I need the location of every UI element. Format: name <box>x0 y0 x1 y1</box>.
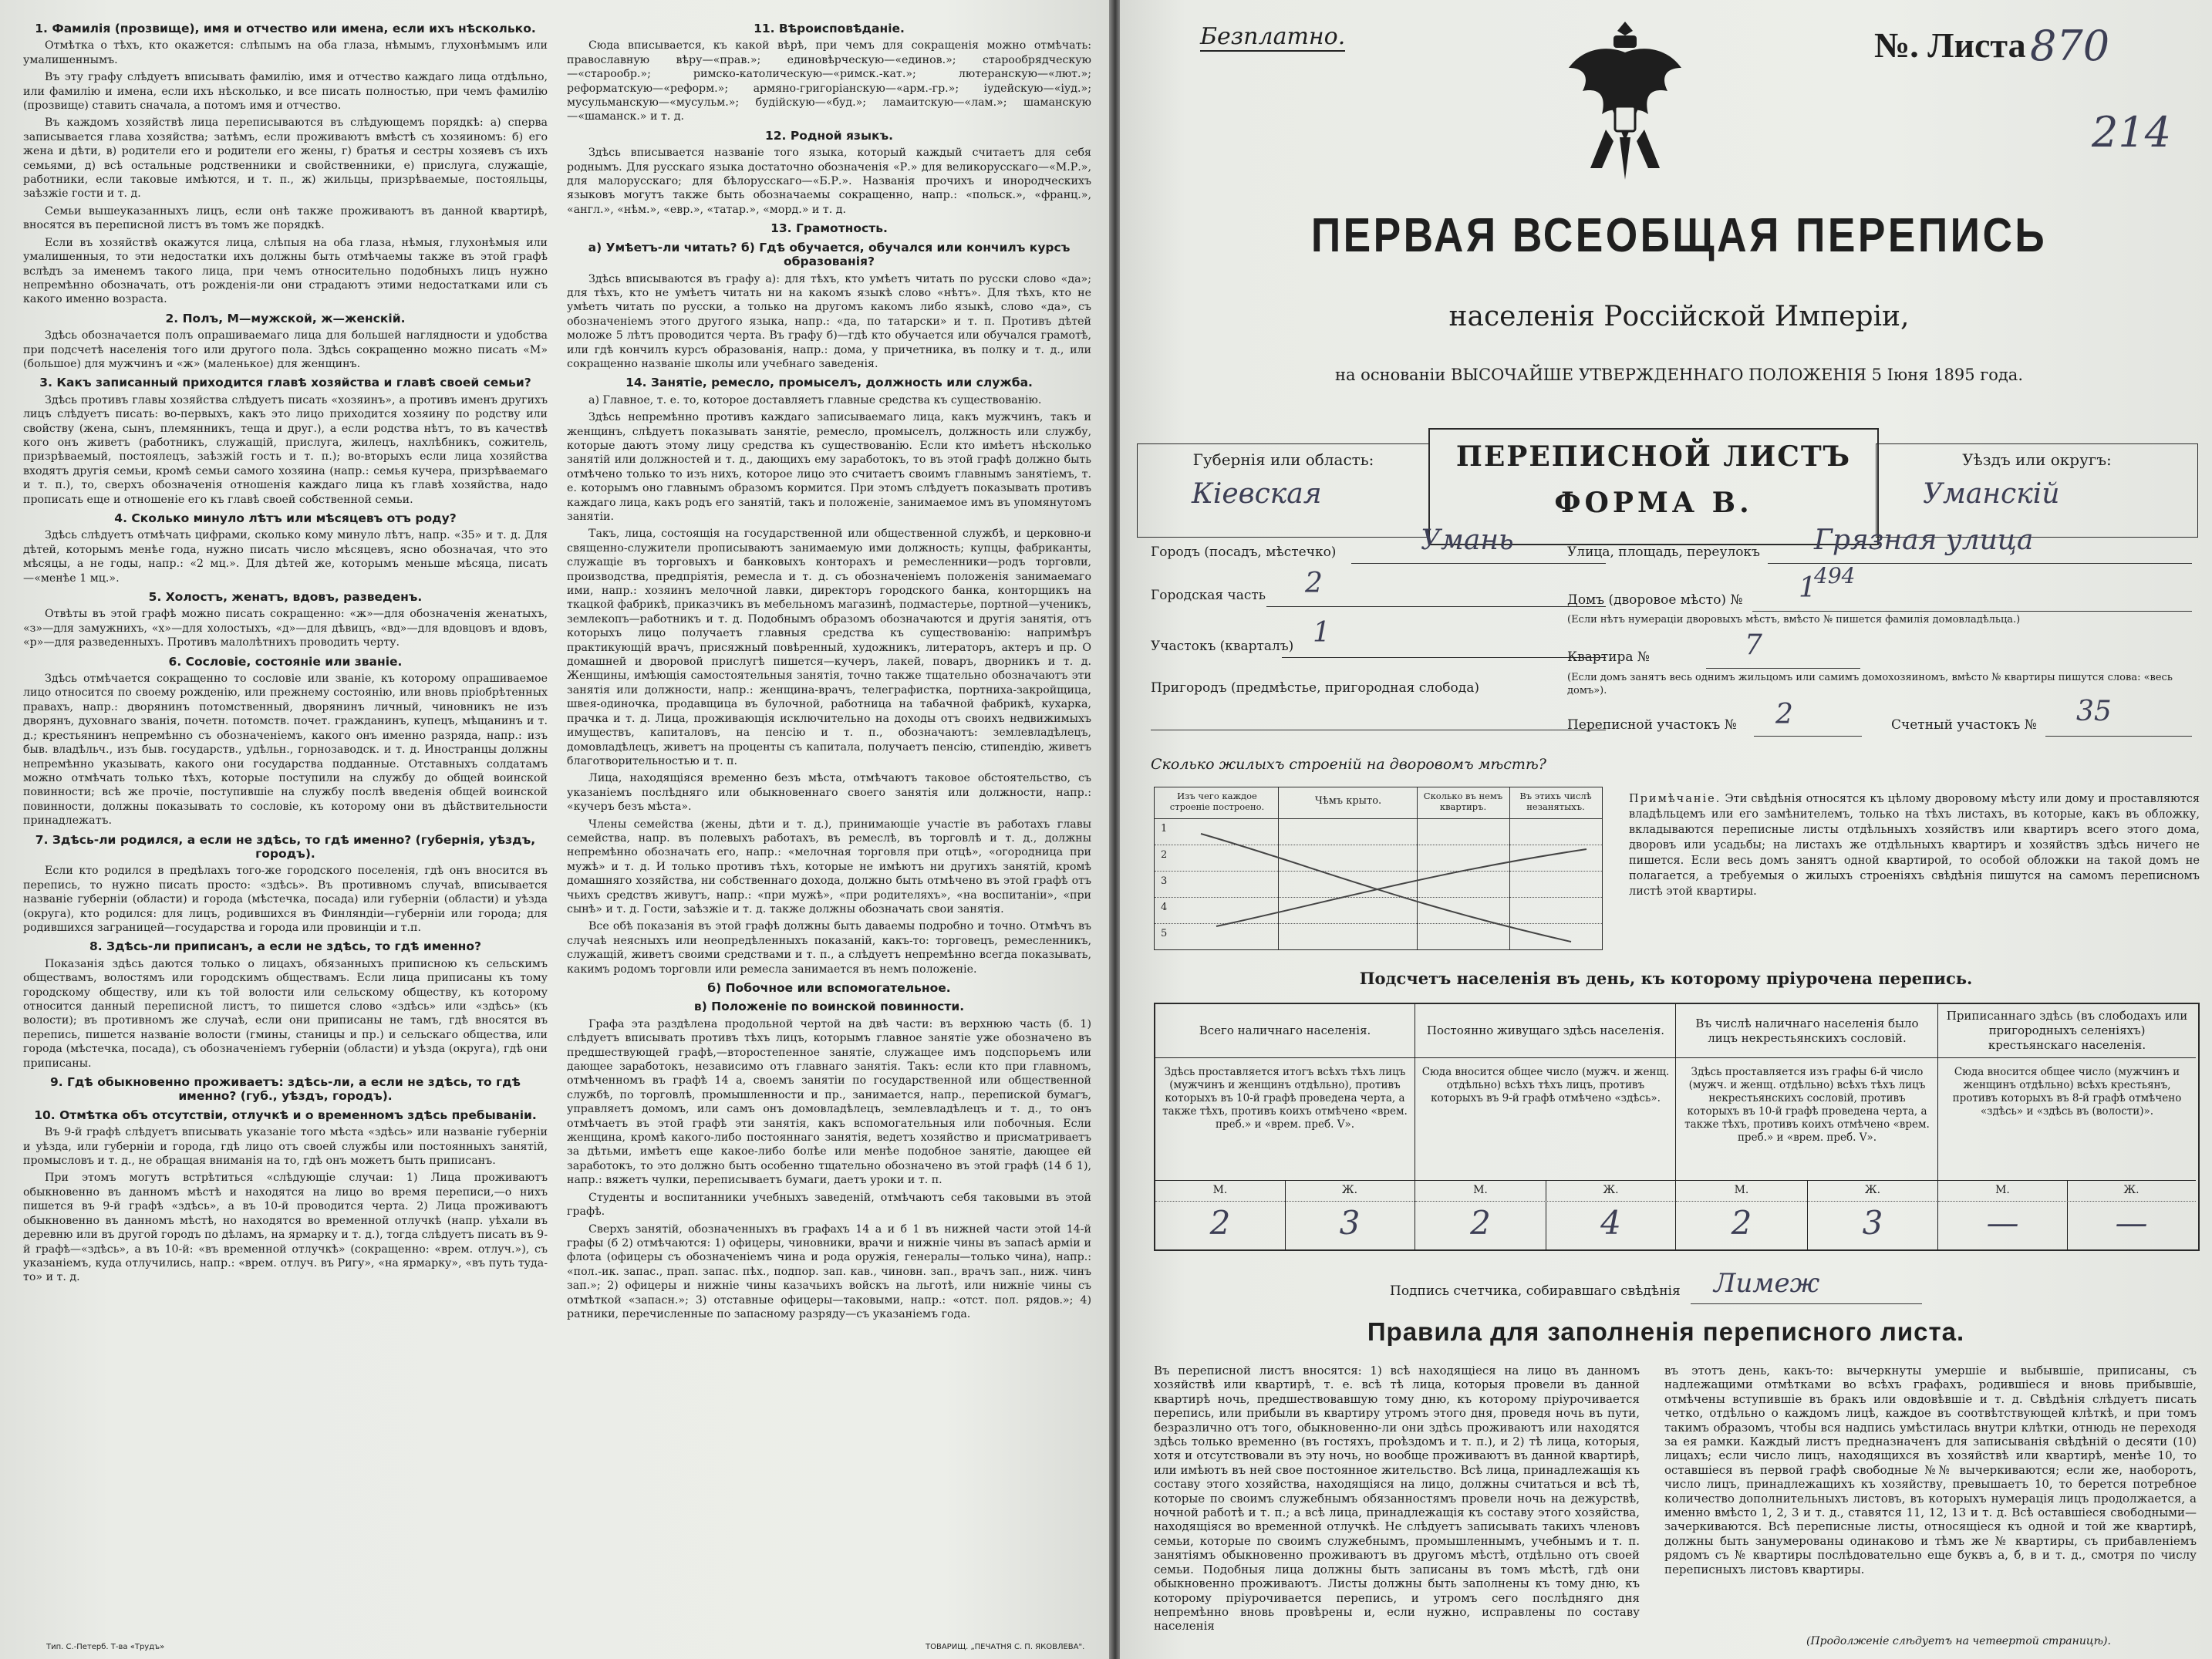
female-count: 3 <box>1339 1204 1361 1242</box>
male-label: М. <box>1212 1184 1228 1196</box>
instruction-paragraph: Отмѣтка о тѣхъ, кто окажется: слѣпымъ на оба глаза, нѣмымъ, глухонѣмымъ или умалишеннымъ. <box>23 39 548 66</box>
instruction-paragraph: Здѣсь противъ главы хозяйства слѣдуетъ писать «хозяинъ», а противъ именъ другихъ лицъ слѣдуетъ писать: во-первыхъ, какъ это лицо приходится хозяину по родству или свойству (жена, сынъ, племянникъ, теща и друг.), а если родства нѣтъ, то въ качествѣ кого онъ живетъ (работникъ, служащій, прислуга, жилецъ, нахлѣбникъ, сожитель, призрѣваемый, постоялецъ, заѣзжій гость и т. п.); во-вторыхъ если лица хозяйства входятъ другія семьи, кромѣ семьи самого хозяина (напр.: семья кучера, призрѣваемаго и т. п.), то, сверхъ обозначенія отношенія каждаго лица къ главѣ хозяйства, надо прописать еще и отношеніе его къ главѣ своей собственной семьи. <box>23 393 548 506</box>
female-count: — <box>2115 1204 2148 1242</box>
imprint-right: ТОВАРИЩ. „ПЕЧАТНЯ С. П. ЯКОВЛЕВА". <box>926 1643 1085 1651</box>
female-label: Ж. <box>1603 1184 1619 1196</box>
instruction-paragraph: Въ 9-й графѣ слѣдуетъ вписывать указаніе того мѣста «здѣсь» или названіе губерніи и уѣзда, или губерніи и города, гдѣ лицо отъ своей службы или постоянныхъ занятій, промысловъ и т. д., не обращая вниманія на то, гдѣ онъ можетъ быть приписанъ. <box>23 1126 548 1168</box>
section-heading: 8. Здѣсь-ли приписанъ, а если не здѣсь, то гдѣ именно? <box>89 939 482 954</box>
female-label: Ж. <box>1864 1184 1881 1196</box>
instruction-paragraph: Показанія здѣсь даются только о лицахъ, обязанныхъ приписною къ сельскимъ обществамъ, волостямъ или городскимъ обществамъ. Если лица приписаны къ тому городскому обществу, или къ той волости или сельскому обществу, къ которому относится данный переписной листъ, то пишется слово «здѣсь» или «здѣсь» (къ волости); въ противномъ же случаѣ, если они приписаны не тамъ, гдѣ вносятся въ перепись, пишется названіе волости (гмины, станицы и пр.) и сельскаго общества, или города (мѣстечка, посада), съ обозначеніемъ губерніи (области) и уѣзда (округа), гдѣ они приписаны. <box>23 957 548 1070</box>
male-label: М. <box>1734 1184 1749 1196</box>
instruction-paragraph: Здѣсь слѣдуетъ отмѣчать цифрами, сколько кому минуло лѣтъ, напр. «35» и т. д. Для дѣтей, которымъ менѣе года, нужно писать число мѣсяцевъ, ясно обозначая, что это мѣсяцы, а не годы, напр.: «2 мц.». Для дѣтей же, которымъ меньше мѣсяца, писать—«менѣе 1 мц.». <box>23 529 548 585</box>
section-heading: 2. Полъ, М—мужской, ж—женскій. <box>165 311 406 325</box>
section-heading: 11. Вѣроисповѣданіе. <box>754 22 905 35</box>
male-label: М. <box>1473 1184 1488 1196</box>
apartment-line <box>1706 668 1860 669</box>
sheet-number-label: №. Листа <box>1874 25 2026 65</box>
imprint-left: Тип. С.-Петерб. Т-ва «Трудъ» <box>46 1643 165 1651</box>
section-heading: 14. Занятіе, ремесло, промыселъ, должность или служба. <box>625 376 1033 390</box>
precinct-label: Участокъ (кварталъ) <box>1151 639 1294 654</box>
instruction-paragraph: Здѣсь отмѣчается сокращенно то сословіе или званіе, къ которому опрашиваемое лицо относится по своему рожденію, или прежнему состоянію, или вновь пріобрѣтенных правахъ, напр.: дворянинъ потомственный, дворянинъ личный, чиновникъ не изъ дворянъ, духовнаго званія, почетн. потомств. почет. гражданинъ, купецъ, мѣщанинъ и т. д.; крестьянинъ непремѣнно съ обозначеніемъ, какого онъ именно разряда, напр.: изъ быв. владѣльч., изъ быв. государств., удѣльн., горнозаводск. и т. д. Иностранцы должны непремѣнно указывать, какого они государства подданные. Отставныхъ солдатамъ можно отмѣчать только тѣхъ, которые поступили на службу до общей воинской повинности; всѣ же прочіе, поступившіе на службу послѣ введенія общей воинской повинности, должны показывать то сословіе, къ которому они въ дѣйствительности принадлежатъ. <box>23 673 548 828</box>
instruction-paragraph: Въ эту графу слѣдуетъ вписывать фамилію, имя и отчество каждаго лица отдѣльно, или фамилію и имена, если ихъ нѣсколько, и все писать полностью, при чемъ фамилію (прозвище) ставить сначала, а потомъ имя и отчество. <box>23 71 548 113</box>
section-heading: 7. Здѣсь-ли родился, а если не здѣсь, то гдѣ именно? (губернія, уѣздъ, городъ). <box>35 832 536 861</box>
rules-right: въ этотъ день, какъ-то: вычеркнуты умершіе и выбывшіе, приписаны, съ надлежащими отмѣтками во всѣхъ графахъ, родившіеся и вновь прибывшіе, отмѣчены вступившіе въ бракъ или овдовѣвшіе и т. д. Свѣдѣнія слѣдуетъ писать четко, отдѣльно о каждомъ лицѣ, каждое въ соотвѣтствующей клѣткѣ, и при томъ такимъ образомъ, чтобы вся надпись умѣстилась внутри клѣтки, отнюдь не переходя за ея рамки. Каждый листъ предназначенъ для записыванія свѣдѣній о десяти (10) лицахъ; если число лицъ, находящихся въ хозяйствѣ или квартирѣ, менѣе 10, то оставшіеся въ первой графѣ свободные №№ вычеркиваются; если же, наоборотъ, число лицъ, принадлежащихъ къ хозяйству, превышаетъ 10, то берется потребное количество дополнительныхъ листовъ, въ которыхъ нумерація лицъ продолжается, а именно вмѣсто 1, 2, 3 и т. д., ставятся 11, 12, 13 и т. д. Всѣ оставшіеся свободными—зачеркиваются. Всѣ переписные листы, относящіеся къ одной и той же квартирѣ, должны быть занумерованы одинаково и тѣмъ же № квартиры, съ прибавленіемъ рядомъ съ № квартиры послѣдовательно еще буквъ а, б, в и т. д., смотря по числу переписныхъ листовъ квартиры. <box>1664 1364 2197 1576</box>
census-basis: на основаніи ВЫСОЧАЙШЕ УТВЕРЖДЕННАГО ПОЛОЖЕНІЯ 5 Іюня 1895 года. <box>1334 366 2024 384</box>
sheet-number-alt: 214 <box>2092 108 2172 157</box>
signature-label: Подпись счетчика, собиравшаго свѣдѣнія <box>1390 1283 1681 1299</box>
precinct-line <box>1282 657 1606 658</box>
instruction-paragraph: Лица, находящіяся временно безъ мѣста, отмѣчаютъ таковое обстоятельство, съ указаніемъ послѣдняго или обыкновеннаго своего занятія или должности, напр.: «кучеръ безъ мѣста». <box>567 772 1091 814</box>
census-subtitle: населенія Россійской Имперіи, <box>1448 301 1910 332</box>
female-count: 4 <box>1600 1204 1621 1242</box>
instructions-column-2 <box>567 17 1091 1324</box>
signature-value: Лимеж <box>1714 1268 1820 1299</box>
count-column-instruction: Сюда вносится общее число (мужч. и женщ. отдѣльно) всѣхъ тѣхъ лицъ, противъ которыхъ въ 9-й графѣ отмѣчено «здѣсь». <box>1421 1066 1670 1104</box>
count-column-header: Всего наличнаго населенія. <box>1155 1004 1415 1058</box>
census-title: ПЕРВАЯ ВСЕОБЩАЯ ПЕРЕПИСЬ <box>1310 209 2048 262</box>
female-label: Ж. <box>2123 1184 2140 1196</box>
double-headed-eagle-icon <box>1560 14 1691 191</box>
sheet-number-value: 870 <box>2030 22 2110 70</box>
instruction-paragraph: Графа эта раздѣлена продольной чертой на двѣ части: въ верхнюю часть (б. 1) слѣдуетъ вписывать противъ тѣхъ лицъ, которымъ главное занятіе уже обозначено въ предшествующей графѣ,—второстепенное занятіе, служащее имъ подспорьемъ или дающее заработокъ, независимо отъ главнаго занятія. Такъ: если кто при главномъ, отмѣченномъ въ графѣ 14 а, своемъ занятіи по государственной или общественной службѣ, по торговлѣ, промышленности и пр., занимается, напр., перепиской бумагъ, управляетъ домомъ, или самъ онъ домовладѣлецъ, землевладѣлецъ и т. д., то онъ отмѣчаетъ въ этой графѣ эти занятія, какъ вспомогательныя или побочныя. Если женщина, кромѣ какого-либо постояннаго занятія, ведетъ хозяйство и присматриваетъ за дѣтьми, имѣетъ еще какое-либо болѣе или менѣе подобное занятіе, дающее ей заработокъ, то это должно быть особенно тщательно обозначено въ этой графѣ (14 б 1), напр.: вяжетъ чулки, переписываетъ бумаги, даетъ уроки и т. п. <box>567 1017 1091 1187</box>
street-label: Улица, площадь, переулокъ <box>1567 545 1760 560</box>
population-count-table <box>1154 1003 2200 1251</box>
apartment-value: 7 <box>1745 629 1762 661</box>
instruction-paragraph: Здѣсь непремѣнно противъ каждаго записываемаго лица, какъ мужчинъ, такъ и женщинъ, слѣдуетъ показывать занятіе, ремесло, промыселъ, должность или службу, которые даютъ этому лицу средства къ существованію. Если кто имѣетъ нѣсколько занятій или должностей и т. д., дающихъ ему заработокъ, то въ этой графѣ должно быть отмѣчено только то изъ нихъ, которое лицо это считаетъ своимъ главнымъ занятіемъ, т. е. которымъ оно главнымъ образомъ кормится. При этомъ слѣдуетъ показывать противъ каждаго лица, какъ родъ его занятій, такъ и положеніе, занимаемое имъ въ упомянутомъ занятіи. <box>567 411 1091 523</box>
count-column-header: Приписаннаго здѣсь (въ слободахъ или пригородныхъ селеніяхъ) крестьянскаго населенія. <box>1938 1004 2196 1058</box>
city-part-label: Городская часть <box>1151 588 1266 603</box>
form-title: ФОРМА В. <box>1554 487 1753 519</box>
section-heading: 3. Какъ записанный приходится главѣ хозяйства и главѣ своей семьи? <box>39 376 531 390</box>
city-value: Умань <box>1421 524 1514 556</box>
instruction-paragraph: Все обѣ показанія въ этой графѣ должны быть даваемы подробно и точно. Отмѣчъ въ случаѣ неясныхъ или неопредѣленныхъ показаній, какъ-то: торговецъ, ремесленникъ, служащій, живетъ своими средствами и т. п., а слѣдуетъ непремѣнно всегда показывать, какимъ родомъ торговли или ремесла занимается въ немъ положеніе. <box>567 920 1091 976</box>
count-area-value: 35 <box>2076 696 2112 727</box>
section-heading: а) Умѣетъ-ли читать? б) Гдѣ обучается, обучался или кончилъ курсъ образованія? <box>588 240 1071 269</box>
bld-row-1: 1 <box>1161 823 1168 835</box>
buildings-question: Сколько жилыхъ строеній на дворовомъ мѣстѣ? <box>1151 756 1546 773</box>
section-heading: 13. Грамотность. <box>770 221 888 236</box>
instruction-paragraph: Если въ хозяйствѣ окажутся лица, слѣпыя на оба глаза, нѣмыя, глухонѣмыя или умалишенныя, то эти недостатки ихъ должны быть отмѣчаемы также въ этой графѣ вслѣдъ за именемъ такого лица, при чемъ относительно подобныхъ лицъ нужно непремѣнно обозначать, отъ рожденія-ли они страдаютъ этими недостатками или съ какого именно возраста. <box>23 236 548 306</box>
note-text: Эти свѣдѣнія относятся къ цѣлому дворовому мѣсту или дому и проставляются владѣльцемъ или его замѣнителемъ, только на тѣхъ листахъ, въ которые, какъ въ обложку, вкладываются переписные листы отдѣльныхъ хозяйствъ или квартиръ всего этого дома, дворовъ или усадьбы; на листахъ же отдѣльныхъ квартиръ и хозяйствъ здѣсь ничего не пишется. Если весь домъ занятъ одной квартирой, то особой обложки на такой домъ не полагается, а требуемыя о жилыхъ строеніяхъ свѣдѣнія пишутся на самомъ переписномъ листѣ этой квартиры. <box>1629 793 2200 898</box>
section-heading: 1. Фамилія (прозвище), имя и отчество или имена, если ихъ нѣсколько. <box>35 22 536 35</box>
section-heading: в) Положеніе по воинской повинности. <box>693 1000 965 1014</box>
section-heading: 6. Сословіе, состояніе или званіе. <box>168 654 403 669</box>
house-value-alt: 494 <box>1814 563 1856 588</box>
count-column <box>1675 1004 1938 1249</box>
count-area-line <box>2045 736 2192 737</box>
male-count: — <box>1986 1204 2019 1242</box>
instruction-paragraph: Сверхъ занятій, обозначенныхъ въ графахъ 14 а и б 1 въ нижней части этой 14-й графы (б 2) отмѣчаются: 1) офицеры, чиновники, врачи и нижніе чины въ запасѣ арміи и флота (офицеры съ обозначеніемъ чина и рода оружія, генералы—только чина), напр.: «пол.-ик. запас., прап. запас. пѣх., подпор. зап. кав., чиновн. зап., врачъ зап., ниж. чинъ зап.»; 2) офицеры и нижніе чины казачьихъ войскъ на льготѣ, или нижніе чины съ отмѣткой «запасн.»; 3) отставные офицеры—таковыми, напр.: «отст. пол. рядов.»; 4) ратники, перечисленные по запасному разряду—съ указаніемъ года. <box>567 1222 1091 1320</box>
precinct-value: 1 <box>1313 617 1330 649</box>
house-label: Домъ (дворовое мѣсто) № <box>1567 592 1743 608</box>
buildings-table <box>1154 787 1603 950</box>
apartment-note: (Если домъ занятъ весь однимъ жильцомъ или самимъ домохозяиномъ, вмѣсто № квартиры пишутся слова: «весь домъ»). <box>1567 672 2173 696</box>
signature-line <box>1691 1303 1922 1304</box>
province-label: Губернія или область: <box>1192 450 1374 469</box>
section-heading: 10. Отмѣтка объ отсутствіи, отлучкѣ и о временномъ здѣсь пребываніи. <box>34 1108 537 1122</box>
bld-header-material: Изъ чего каждое строеніе построено. <box>1169 791 1265 812</box>
instruction-paragraph: Семьи вышеуказанныхъ лицъ, если онѣ также проживаютъ въ данной квартирѣ, вносятся въ переписной листъ въ томъ же порядкѣ. <box>23 204 548 232</box>
instruction-paragraph: Такъ, лица, состоящія на государственной или общественной службѣ, и церковно-и священно-служители прописываютъ занимаемую ими должность; купцы, фабриканты, служащіе въ торговыхъ и банковыхъ конторахъ и ремесленники—родъ торговли, производства, предпріятія, ремесла и т. д. съ обозначеніемъ положенія занимаемаго ими, напр.: хозяинъ мелочной лавки, директоръ городского банка, конторщикъ на ткацкой фабрикѣ, приказчикъ въ мебельномъ магазинѣ, подмастерье, портной—ученикъ, землекопъ—работникъ и т. д. Подобнымъ образомъ обозначаются и другія занятія, отъ которыхъ лицо получаетъ главныя средства къ существованію: напримѣръ практикующій врачъ, присяжный повѣренный, художникъ, литераторъ, актеръ и пр. О домашней и дворовой прислугѣ пишется—кучеръ, лакей, поваръ, дворникъ и т. д. Женщины, имѣющія самостоятельныя занятія, точно также тщательно обозначаютъ эти занятія или должности, напр.: женщина-врачъ, телеграфистка, портниха-закройщица, швея-одиночка, продавщица въ булочной, работница на табачной фабрикѣ, кухарка, прачка и т. д. Лица, проживающія исключительно на доходы отъ своихъ недвижимыхъ имуществъ, капиталовъ, на пенсію и т. п., обозначаютъ: землевладѣлецъ, домовладѣлецъ, живетъ на проценты съ капитала, получаетъ пенсію, стипендію, живетъ благотворительностью и т. п. <box>567 528 1091 767</box>
count-column <box>1155 1004 1415 1249</box>
province-box <box>1137 443 1430 538</box>
instruction-paragraph: Студенты и воспитанники учебныхъ заведеній, отмѣчаютъ себя таковыми въ этой графѣ. <box>567 1191 1091 1219</box>
house-line <box>1752 611 2192 612</box>
count-column-instruction: Здѣсь проставляется изъ графы 6-й число (мужч. и женщ. отдѣльно) всѣхъ тѣхъ лицъ некрестьянскихъ сословій, противъ которыхъ въ 10-й графѣ проведена черта, а также тѣхъ, противъ коихъ отмѣчено «врем. преб.» и «врем. преб. V». <box>1684 1066 1930 1144</box>
male-count: 2 <box>1470 1204 1491 1242</box>
district-box <box>1876 443 2198 538</box>
buildings-crossout <box>1155 818 1602 949</box>
instruction-paragraph: Здѣсь вписывается названіе того языка, который каждый считаетъ для себя роднымъ. Для русскаго языка достаточно обозначенія «Р.» для великорусскаго—«М.Р.», для малорусскаго; для бѣлорусскаго—«Б.Р.». Названія прочихъ и инородческихъ языковъ могутъ также быть обозначаемы сокращенно, напр.: «польск.», «франц.», «англ.», «нѣм.», «евр.», «татар.», «морд.» и т. д. <box>567 147 1091 216</box>
male-count: 2 <box>1209 1204 1231 1242</box>
province-value: Кіевская <box>1192 478 1322 510</box>
female-count: 3 <box>1862 1204 1883 1242</box>
district-label: Уѣздъ или округъ: <box>1962 450 2112 469</box>
apartment-label: Квартира № <box>1567 649 1650 665</box>
instruction-paragraph: Отвѣты въ этой графѣ можно писать сокращенно: «ж»—для обозначенія женатыхъ, «з»—для замужнихъ, «х»—для холостыхъ, «д»—для дѣвицъ, «вд»—для вдовцовъ и вдовъ, «р»—для разведенныхъ. Противъ малолѣтнихъ проводить черту. <box>23 608 548 649</box>
count-column-header: Въ числѣ наличнаго населенія было лицъ некрестьянскихъ сословій. <box>1676 1004 1938 1058</box>
count-column-instruction: Здѣсь проставляется итогъ всѣхъ тѣхъ лицъ (мужчинъ и женщинъ отдѣльно), противъ которыхъ въ 10-й графѣ проведена черта, а также тѣхъ, противъ коихъ отмѣчено «врем. преб.» и «врем. преб. V». <box>1162 1066 1408 1131</box>
count-column-header: Постоянно живущаго здѣсь населенія. <box>1415 1004 1676 1058</box>
instructions-column-1 <box>23 17 548 1288</box>
count-column <box>1415 1004 1676 1249</box>
section-heading: 9. Гдѣ обыкновенно проживаетъ: здѣсь-ли, а если не здѣсь, то гдѣ именно? (губ., уѣздъ, городъ). <box>49 1075 521 1104</box>
bld-row-5: 5 <box>1161 928 1168 939</box>
section-heading: 5. Холостъ, женатъ, вдовъ, разведенъ. <box>148 590 423 605</box>
suburb-label: Пригородъ (предмѣстье, пригородная слобода) <box>1151 680 1480 696</box>
male-count: 2 <box>1731 1204 1752 1242</box>
instruction-paragraph: а) Главное, т. е. то, которое доставляетъ главные средства къ существованію. <box>588 393 1042 406</box>
sheet-title: ПЕРЕПИСНОЙ ЛИСТЪ <box>1455 440 1852 473</box>
city-part-line <box>1266 606 1606 607</box>
census-area-value: 2 <box>1775 699 1793 730</box>
female-label: Ж. <box>1341 1184 1358 1196</box>
instruction-paragraph: Сюда вписывается, къ какой вѣрѣ, при чемъ для сокращенія можно отмѣчать: православную вѣру—«прав.»; единовѣрческую—«единов.»; старообрядческую—«старообр.»; римско-католическую—«римск.-кат.»; лютеранскую—«лют.»; реформатскую—«реформ.»; армяно-григоріанскую—«арм.-гр.»; іудейскую—«іуд.»; мусульманскую—«мусульм.»; будійскую—«буд.»; ламаитскую—«лам.»; шаманскую—«шаманск.» и т. д. <box>567 39 1091 123</box>
city-part-value: 2 <box>1305 568 1323 599</box>
section-heading: 4. Сколько минуло лѣтъ или мѣсяцевъ отъ роду? <box>114 511 457 525</box>
continued-note: (Продолженіе слѣдуетъ на четвертой страницѣ). <box>1806 1635 2111 1647</box>
instruction-paragraph: Здѣсь обозначается полъ опрашиваемаго лица для большей наглядности и удобства при подсчетѣ населенія того или другого пола. Здѣсь сокращенно можно писать «М» (большое) для мужчинъ и «ж» (маленькое) для женщинъ. <box>23 329 548 370</box>
district-value: Уманскій <box>1923 478 2060 510</box>
house-value: 1 <box>1799 572 1816 604</box>
bld-header-roof: Чѣмъ крыто. <box>1314 795 1382 807</box>
count-area-label: Счетный участокъ № <box>1891 717 2037 733</box>
note-title: Примѣчаніе. <box>1629 793 1721 805</box>
instruction-paragraph: Члены семейства (жены, дѣти и т. д.), принимающіе участіе въ работахъ главы семейства, напр. въ полевыхъ работахъ, въ ремеслѣ, въ торговлѣ и т. д., должны непремѣнно обозначать его, напр.: «мелочная торговля при отцѣ», «огородница при мужѣ» и т. д. И только противъ тѣхъ, которые не имѣютъ ни другихъ занятій, кромѣ домашняго хозяйства, ни собственнаго дохода, должно быть отмѣчено въ этой графѣ отъ чьихъ средствъ живутъ, напр.: «при мужѣ», «при родителяхъ», «на воспитаніи», «при сынѣ» и т. д. Гости, заѣзжіе и т. д. также должны обозначать свои занятія. <box>567 818 1091 915</box>
census-area-label: Переписной участокъ № <box>1567 717 1737 733</box>
bld-row-2: 2 <box>1161 849 1168 861</box>
house-note: (Если нѣтъ нумераціи дворовыхъ мѣстъ, вмѣсто № пишется фамилія домовладѣльца.) <box>1567 614 2021 625</box>
bld-row-3: 3 <box>1161 875 1168 887</box>
rules-left: Въ переписной листъ вносятся: 1) всѣ находящіеся на лицо въ данномъ хозяйствѣ или квартирѣ, т. е. всѣ тѣ лица, которыя провели въ данной квартирѣ ночь, предшествовавшую тому дню, къ которому пріурочивается перепись, или прибыли въ квартиру утромъ этого дня, проведя ночь въ пути, безразлично отъ того, обыкновенно-ли они здѣсь проживаютъ или находятся здѣсь только временно (въ гостяхъ, проѣздомъ и т. п.), и 2) тѣ лица, которыя, хотя и отсутствовали въ эту ночь, но вообще проживаютъ въ данной квартирѣ, или имѣютъ въ ней свое постоянное жительство. Всѣ лица, принадлежащія къ составу этого хозяйства, находящіяся на лицо, должны считаться и всѣ тѣ, которые по своимъ служебнымъ обязанностямъ провели ночь на дежурствѣ, ночной работѣ и т. п.; а всѣ лица, принадлежащія къ составу этого хозяйства, находящіяся во временной отлучкѣ. Не слѣдуетъ записывать такихъ членовъ семьи, которые по своимъ служебнымъ, промышленнымъ, учебнымъ и т. п. занятіямъ обыкновенно проживаютъ въ другомъ мѣстѣ, отдѣльно отъ своей семьи. Подобныя лица должны быть записаны въ томъ мѣстѣ, гдѣ они обыкновенно проживаютъ. Листы должны быть заполнены къ тому дню, къ которому пріурочивается перепись, и утромъ сего послѣдняго дня непремѣнно вновь провѣрены и, если нужно, исправлены по составу населенія <box>1154 1364 1640 1634</box>
instruction-paragraph: Здѣсь вписываются въ графу а): для тѣхъ, кто умѣетъ читать по русски слово «да»; для тѣхъ, кто не умѣетъ читать ни на какомъ языкѣ слово «нѣтъ». Для тѣхъ, кто не умѣетъ читать по русски, а только на другомъ какомъ либо языкѣ, слово «да», съ обозначеніемъ этого другого языка, напр.: «да, по татарски» и т. п. Противъ дѣтей моложе 5 лѣтъ проводится черта. Въ графу б)—гдѣ кто обучается или обучался грамотѣ, или гдѣ кончилъ курсъ образованія, напр.: дома, у причетника, въ полку и т. д., или сокращенно названіе школы или учебнаго заведенія. <box>567 272 1091 370</box>
buildings-note <box>1629 791 2200 899</box>
free-label: Безплатно. <box>1200 23 1346 50</box>
bld-row-4: 4 <box>1161 902 1168 913</box>
count-title: Подсчетъ населенія въ день, къ которому пріурочена перепись. <box>1359 969 1973 988</box>
city-label: Городъ (посадъ, мѣстечко) <box>1151 545 1337 560</box>
count-column-instruction: Сюда вносится общее число (мужчинъ и женщинъ отдѣльно) всѣхъ крестьянъ, противъ которыхъ въ 8-й графѣ отмѣчено «здѣсь» и «здѣсь въ (волости)». <box>1952 1066 2182 1118</box>
instruction-paragraph: Если кто родился в предѣлахъ того-же городского поселенія, гдѣ онъ вносится въ перепись, то нужно писать просто: «здѣсь». Въ противномъ случаѣ, вписывается названіе губерніи (области) и города (мѣстечка, посада) или губерніи (области) и уѣзда (округа), кто родился: для лицъ, родившихся въ Финляндіи—губерніи или города; для родившихся заграницей—государства и города или провинціи и т.п. <box>23 865 548 934</box>
instruction-paragraph: При этомъ могутъ встрѣтиться «слѣдующіе случаи: 1) Лица проживаютъ обыкновенно въ данномъ мѣстѣ и находятся на лицо во время переписи,—о нихъ пишется въ 9-й графѣ «здѣсь», а въ 10-й проводится черта. 2) Лица проживаютъ обыкновенно въ данномъ мѣстѣ, но находятся во временной отлучкѣ (напр. уѣхали въ деревню или въ другой городъ по дѣламъ, на ярмарку и т. д.), тогда слѣдуетъ писать въ 9-й графѣ—«здѣсь», а въ 10-й: «въ временной отлучкѣ» (сокращенно: «врем. отлуч.»), съ указаніемъ, куда отлучились, напр.: «врем. отлуч. въ Ригу», «на ярмарку», «въ путь туда-то» и т. д. <box>23 1172 548 1284</box>
bld-header-apartments: Сколько въ немъ квартиръ. <box>1423 791 1503 812</box>
male-label: М. <box>1995 1184 2010 1196</box>
street-value: Грязная улица <box>1814 524 2034 556</box>
section-heading: 12. Родной языкъ. <box>764 128 894 143</box>
city-line <box>1351 563 1606 564</box>
right-page <box>1120 0 2212 1659</box>
bld-header-vacant: Въ этихъ числѣ незанятыхъ. <box>1519 791 1592 812</box>
rules-title: Правила для заполненія переписного листа. <box>1367 1317 1965 1346</box>
census-area-line <box>1754 736 1862 737</box>
section-heading: б) Побочное или вспомогательное. <box>707 981 951 995</box>
count-column <box>1937 1004 2196 1249</box>
instruction-paragraph: Въ каждомъ хозяйствѣ лица переписываются въ слѣдующемъ порядкѣ: а) сперва записывается глава хозяйства; затѣмъ, если проживаютъ вмѣстѣ съ хозяиномъ: б) его жена и дѣти, в) родители его и родители его жены, г) братья и сестры хозяевъ съ ихъ семьями, д) всѣ остальные родственники и свойственники, е) прислуга, служащіе, работники, если таковые имѣются, и т. п., ж) жильцы, призрѣваемые, постояльцы, заѣзжіе гости и т. д. <box>23 116 548 201</box>
